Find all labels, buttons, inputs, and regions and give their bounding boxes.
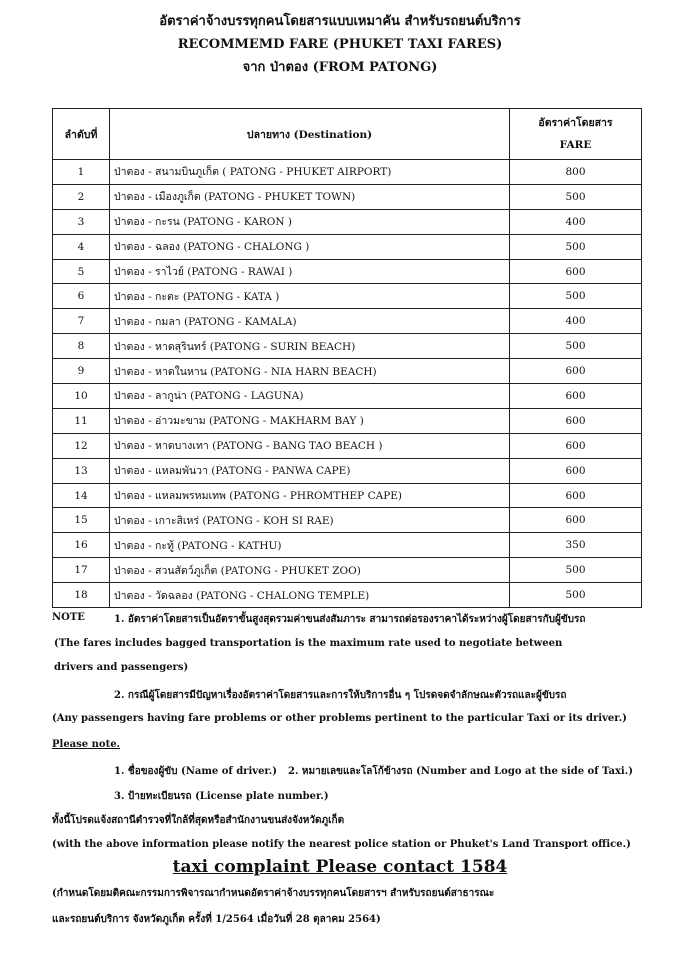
row-fare: 500 [510,184,642,209]
column-header-fare-thai: อัตราค่าโดยสาร [538,117,613,129]
row-destination: ป่าตอง - หาดสุรินทร์ (PATONG - SURIN BEACH) [110,334,510,359]
row-fare: 600 [510,508,642,533]
fare-table-body [53,160,642,608]
table-row [53,259,642,284]
row-fare: 600 [510,259,642,284]
footer-line-2: และรถยนต์บริการ จังหวัดภูเก็ต ครั้งที่ 1/2564 เมื่อวันที่ 28 ตุลาคม 2564) [52,914,381,925]
row-fare: 600 [510,483,642,508]
row-fare: 400 [510,309,642,334]
note-item-license-plate: 3. ป้ายทะเบียนรถ (License plate number.) [114,791,329,802]
note-2-thai: 2. กรณีผู้โดยสารมีปัญหาเรื่องอัตราค่าโดยสารและการให้บริการอื่น ๆ โปรดจดจำลักษณะตัวรถและผู้ขับรถ [114,690,567,701]
column-header-destination: ปลายทาง (Destination) [110,109,510,160]
document-header [0,10,680,79]
row-number: 4 [53,234,110,259]
title-thai: อัตราค่าจ้างบรรทุกคนโดยสารแบบเหมาคัน สำหรับรถยนต์บริการ [159,14,521,29]
table-row [53,533,642,558]
row-number: 7 [53,309,110,334]
row-destination: ป่าตอง - กะทู้ (PATONG - KATHU) [110,533,510,558]
table-row [53,184,642,209]
row-destination: ป่าตอง - สวนสัตว์ภูเก็ต (PATONG - PHUKET ZOO) [110,558,510,583]
table-row [53,408,642,433]
row-destination: ป่าตอง - ลากูน่า (PATONG - LAGUNA) [110,384,510,409]
row-number: 11 [53,408,110,433]
row-fare: 600 [510,359,642,384]
row-destination: ป่าตอง - แหลมพรหมเทพ (PATONG - PHROMTHEP CAPE) [110,483,510,508]
row-number: 1 [53,160,110,185]
row-number: 16 [53,533,110,558]
table-row [53,558,642,583]
row-fare: 600 [510,408,642,433]
row-destination: ป่าตอง - อ่าวมะขาม (PATONG - MAKHARM BAY ) [110,408,510,433]
row-fare: 500 [510,558,642,583]
footer-line-1: (กำหนดโดยมติคณะกรรมการพิจารณากำหนดอัตราค่าจ้างบรรทุกคนโดยสารฯ สำหรับรถยนต์สาธารณะ [52,888,495,899]
table-row [53,384,642,409]
row-number: 12 [53,433,110,458]
row-number: 2 [53,184,110,209]
row-destination: ป่าตอง - กมลา (PATONG - KAMALA) [110,309,510,334]
row-destination: ป่าตอง - เมืองภูเก็ต (PATONG - PHUKET TOWN) [110,184,510,209]
note-label: NOTE [52,612,85,623]
row-destination: ป่าตอง - หาดในหาน (PATONG - NIA HARN BEACH) [110,359,510,384]
row-number: 10 [53,384,110,409]
row-destination: ป่าตอง - ฉลอง (PATONG - CHALONG ) [110,234,510,259]
column-header-no: ลำดับที่ [53,109,110,160]
row-number: 18 [53,583,110,608]
subtitle-origin: จาก ป่าตอง (FROM PATONG) [242,60,438,75]
row-destination: ป่าตอง - กะตะ (PATONG - KATA ) [110,284,510,309]
row-number: 9 [53,359,110,384]
table-row [53,234,642,259]
row-fare: 800 [510,160,642,185]
row-destination: ป่าตอง - วัดฉลอง (PATONG - CHALONG TEMPLE) [110,583,510,608]
column-header-fare [510,109,642,160]
note-1-english-line2: drivers and passengers) [54,662,189,673]
row-number: 15 [53,508,110,533]
table-row [53,583,642,608]
row-fare: 600 [510,384,642,409]
row-number: 13 [53,458,110,483]
row-number: 6 [53,284,110,309]
row-fare: 600 [510,433,642,458]
row-destination: ป่าตอง - สนามบินภูเก็ต ( PATONG - PHUKET AIRPORT) [110,160,510,185]
notify-english: (with the above information please notify the nearest police station or Phuket's Land Transport office.) [52,839,631,850]
row-number: 14 [53,483,110,508]
row-destination: ป่าตอง - กะรน (PATONG - KARON ) [110,209,510,234]
table-row [53,483,642,508]
row-number: 5 [53,259,110,284]
row-fare: 500 [510,334,642,359]
fare-table [52,108,642,608]
table-header-row [53,109,642,160]
note-1-english-line1: (The fares includes bagged transportation is the maximum rate used to negotiate between [54,638,563,649]
row-fare: 350 [510,533,642,558]
row-fare: 500 [510,284,642,309]
row-destination: ป่าตอง - แหลมพันวา (PATONG - PANWA CAPE) [110,458,510,483]
please-note-heading: Please note. [52,739,121,750]
title-english: RECOMMEMD FARE (PHUKET TAXI FARES) [177,37,503,52]
row-fare: 600 [510,458,642,483]
note-2-english: (Any passengers having fare problems or other problems pertinent to the particular Taxi or its driver.) [52,713,627,724]
table-row [53,458,642,483]
note-item-number-logo: 2. หมายเลขและโลโก้ข้างรถ (Number and Logo at the side of Taxi.) [288,766,633,777]
row-fare: 500 [510,583,642,608]
row-number: 17 [53,558,110,583]
row-destination: ป่าตอง - ราไวย์ (PATONG - RAWAI ) [110,259,510,284]
row-fare: 500 [510,234,642,259]
notify-thai: ทั้งนี้โปรดแจ้งสถานีตำรวจที่ใกล้ที่สุดหรือสำนักงานขนส่งจังหวัดภูเก็ต [52,815,345,826]
row-destination: ป่าตอง - เกาะสิเหร่ (PATONG - KOH SI RAE) [110,508,510,533]
row-number: 3 [53,209,110,234]
table-row [53,334,642,359]
table-row [53,160,642,185]
table-row [53,433,642,458]
table-row [53,209,642,234]
table-row [53,508,642,533]
column-header-fare-english: FARE [559,139,592,151]
row-destination: ป่าตอง - หาดบางเทา (PATONG - BANG TAO BEACH ) [110,433,510,458]
row-fare: 400 [510,209,642,234]
note-1-thai: 1. อัตราค่าโดยสารเป็นอัตราขั้นสูงสุดรวมค่าขนส่งสัมภาระ สามารถต่อรองราคาได้ระหว่างผู้โดยสารกับผู้ขับรถ [114,614,586,625]
table-row [53,309,642,334]
table-row [53,284,642,309]
note-item-driver-name: 1. ชื่อของผู้ขับ (Name of driver.) [114,766,277,777]
row-number: 8 [53,334,110,359]
complaint-contact: taxi complaint Please contact 1584 [172,857,508,877]
table-row [53,359,642,384]
